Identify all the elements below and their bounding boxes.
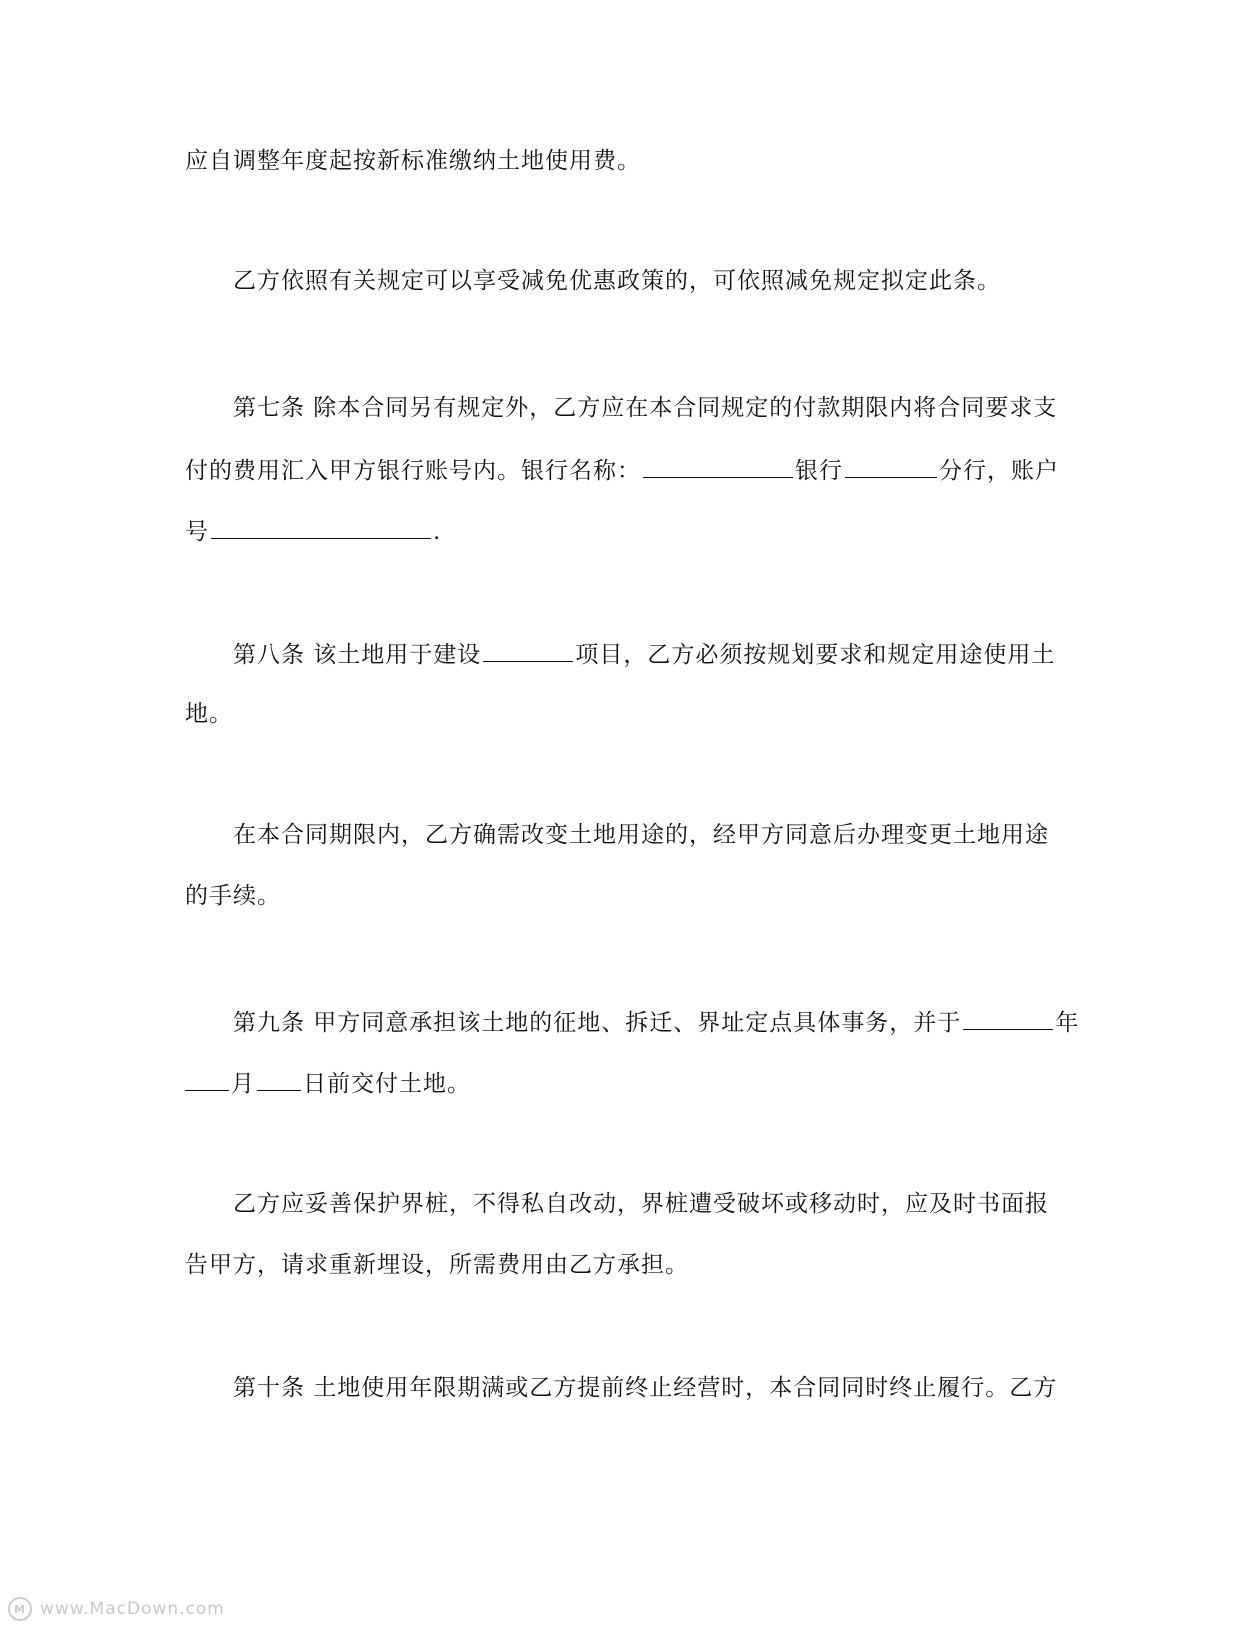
line-text: 号 bbox=[185, 519, 209, 545]
line-text: 在本合同期限内，乙方确需改变土地用途的，经甲方同意后办理变更土地用途 bbox=[233, 822, 1049, 848]
month-blank bbox=[185, 1066, 229, 1091]
date-line bbox=[185, 1066, 471, 1099]
line-text: 第七条 除本合同另有规定外，乙方应在本合同规定的付款期限内将合同要求支 bbox=[233, 395, 1058, 421]
line-text: . bbox=[433, 519, 442, 545]
text-line bbox=[185, 881, 281, 911]
account-line bbox=[185, 514, 441, 547]
branch-blank bbox=[845, 453, 937, 478]
bank-name-blank bbox=[643, 453, 793, 478]
paragraph-line bbox=[233, 266, 1001, 296]
line-text: 日前交付土地。 bbox=[303, 1071, 471, 1097]
line-text: 分行，账户 bbox=[939, 458, 1059, 484]
year-blank bbox=[963, 1005, 1053, 1030]
macdown-logo-icon: M bbox=[8, 1597, 32, 1621]
line-text: 乙方应妥善保护界桩，不得私自改动，界桩遭受破坏或移动时，应及时书面报 bbox=[233, 1191, 1049, 1217]
line-text: 项目，乙方必须按规划要求和规定用途使用土 bbox=[575, 642, 1056, 668]
line-text: 地。 bbox=[185, 701, 233, 727]
article-7-line bbox=[233, 393, 1057, 423]
line-text: 告甲方，请求重新埋设，所需费用由乙方承担。 bbox=[185, 1252, 689, 1278]
text-line bbox=[185, 146, 641, 176]
paragraph-line bbox=[233, 1189, 1049, 1219]
watermark bbox=[8, 1596, 225, 1622]
line-text: 应自调整年度起按新标准缴纳土地使用费。 bbox=[185, 148, 641, 174]
bank-info-line bbox=[185, 453, 1059, 486]
day-blank bbox=[257, 1066, 301, 1091]
line-text: 乙方依照有关规定可以享受减免优惠政策的，可依照减免规定拟定此条。 bbox=[233, 268, 1001, 294]
line-text: 年 bbox=[1055, 1010, 1080, 1036]
line-text: 的手续。 bbox=[185, 883, 281, 909]
article-9-line bbox=[233, 1005, 1079, 1038]
article-10-line bbox=[233, 1373, 1057, 1403]
watermark-text: www.MacDown.com bbox=[40, 1599, 225, 1619]
text-line bbox=[185, 699, 233, 729]
line-text: 第十条 土地使用年限期满或乙方提前终止经营时，本合同同时终止履行。乙方 bbox=[233, 1375, 1058, 1401]
account-number-blank bbox=[211, 514, 431, 539]
line-text: 第八条 该土地用于建设 bbox=[233, 642, 482, 668]
line-text: 第九条 甲方同意承担该土地的征地、拆迁、界址定点具体事务，并于 bbox=[233, 1010, 962, 1036]
text-line bbox=[185, 1250, 689, 1280]
project-blank bbox=[483, 637, 573, 662]
line-text: 银行 bbox=[795, 458, 843, 484]
article-8-line bbox=[233, 637, 1055, 670]
line-text: 付的费用汇入甲方银行账号内。银行名称： bbox=[185, 458, 641, 484]
line-text: 月 bbox=[231, 1071, 255, 1097]
paragraph-line bbox=[233, 820, 1049, 850]
